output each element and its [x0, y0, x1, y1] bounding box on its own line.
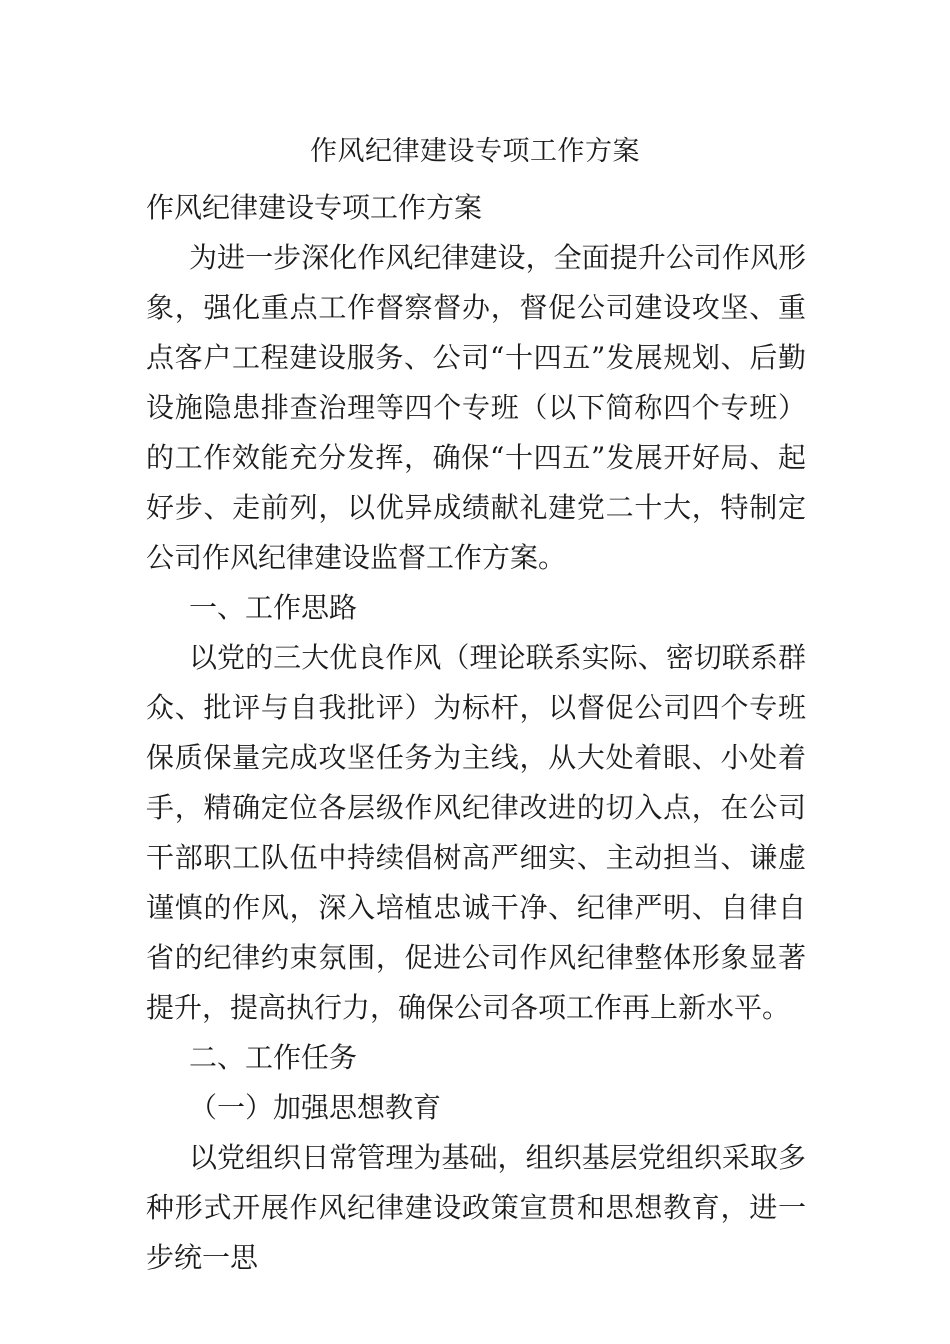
document-title: 作风纪律建设专项工作方案	[310, 136, 640, 167]
section-2-heading: 二、工作任务	[189, 1041, 358, 1074]
subsection-1-paragraph: 以党组织日常管理为基础，组织基层党组织采取多种形式开展作风纪律建设政策宣贯和思想教育，进一步统一思	[146, 1141, 806, 1274]
document-body	[146, 183, 806, 1283]
intro-paragraph: 为进一步深化作风纪律建设，全面提升公司作风形象，强化重点工作督察督办，督促公司建设攻坚、重点客户工程建设服务、公司“十四五”发展规划、后勤设施隐患排查治理等四个专班（以下简称四个专班）的工作效能充分发挥，确保“十四五”发展开好局、起好步、走前列，以优异成绩献礼建党二十大，特制定公司作风纪律建设监督工作方案。	[146, 241, 806, 574]
document-subtitle: 作风纪律建设专项工作方案	[146, 191, 483, 224]
section-1-heading: 一、工作思路	[189, 591, 358, 624]
subsection-1-heading: （一）加强思想教育	[189, 1091, 442, 1124]
section-1-paragraph: 以党的三大优良作风（理论联系实际、密切联系群众、批评与自我批评）为标杆，以督促公司四个专班保质保量完成攻坚任务为主线，从大处着眼、小处着手，精确定位各层级作风纪律改进的切入点，在公司干部职工队伍中持续倡树高严细实、主动担当、谦虚谨慎的作风，深入培植忠诚干净、纪律严明、自律自省的纪律约束氛围，促进公司作风纪律整体形象显著提升，提高执行力，确保公司各项工作再上新水平。	[146, 641, 806, 1024]
